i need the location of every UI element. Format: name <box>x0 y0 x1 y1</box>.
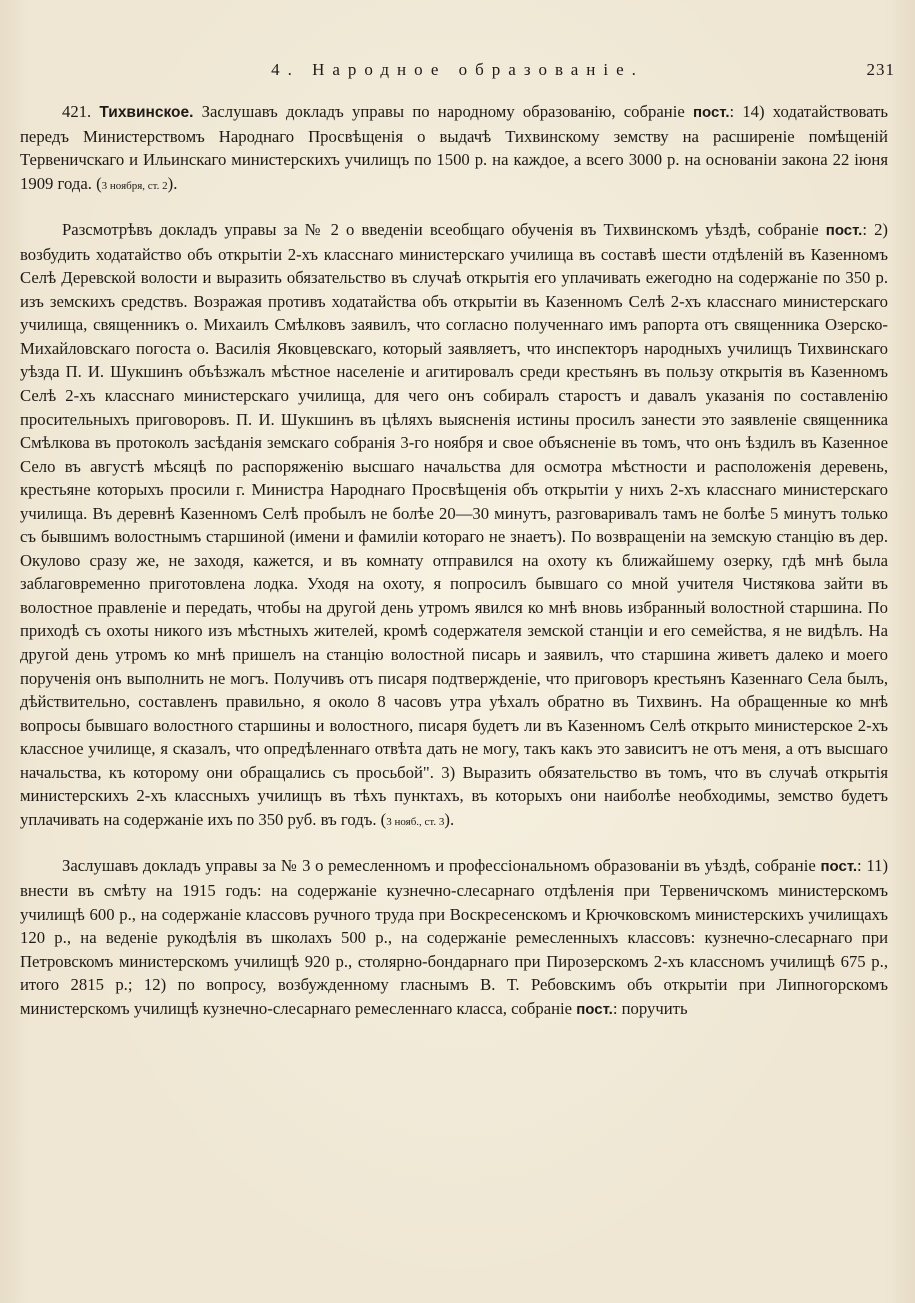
paragraph <box>20 218 888 834</box>
resolution-abbrev: пост. <box>692 104 730 121</box>
resolution-abbrev: пост. <box>576 1000 613 1018</box>
session-reference: 3 нояб., ст. 3 <box>386 815 445 828</box>
paragraph <box>20 854 888 1021</box>
paragraph-text: Заслушавъ докладъ управы за № 3 о ремесленномъ и профессіональномъ образованіи въ уѣздѣ, собраніе <box>62 856 821 876</box>
page-number: 231 <box>866 60 895 79</box>
resolution-abbrev: пост. <box>825 222 863 240</box>
paragraph-text: : 14) ходатайствовать передъ Министерствомъ Народнаго Просвѣщенія о выдачѣ Тихвинскому земству на расширеніе помѣщеній Тервеничскаго и Ильинскаго министерскихъ училищъ по 1500 р. на каждое, а всего 3000 р. на основаніи закона 22 іюня 1909 года. ( <box>20 102 888 193</box>
paragraph-text: Разсмотрѣвъ докладъ управы за № 2 о введеніи всеобщаго обученія въ Тихвинскомъ уѣздѣ, собраніе <box>62 220 826 240</box>
document-body <box>20 100 888 1021</box>
item-number: 421. <box>62 102 100 121</box>
paragraph-text: ). <box>444 809 455 829</box>
page-header <box>20 60 895 90</box>
paragraph <box>20 100 888 198</box>
district-heading: Тихвинское. <box>99 104 194 121</box>
session-reference: 3 ноября, ст. 2 <box>101 179 168 192</box>
running-title: 4. Народное образованіе. <box>271 60 644 79</box>
paragraph-text: : 11) внести въ смѣту на 1915 годъ: на содержаніе кузнечно-слесарнаго отдѣленія при Тервеничскомъ министерскомъ училищѣ 600 р., на содержаніе классовъ ручного труда при Воскресенскомъ и Крючковскомъ министерскихъ училищахъ 120 р., на веденіе рукодѣлія въ школахъ 500 р., на содержаніе ремесленныхъ классовъ: кузнечно-слесарнаго при Петровскомъ министерскомъ училищѣ 920 р., столярно-бондарнаго при Пирозерскомъ 2-хъ классномъ училищѣ 675 р., итого 2815 р.; 12) по вопросу, возбужденному гласнымъ В. Т. Ребовскимъ объ открытіи при Липногорскомъ министерскомъ училищѣ кузнечно-слесарнаго ремесленнаго класса, собраніе <box>20 856 888 1018</box>
paragraph-text: : поручить <box>612 998 688 1018</box>
resolution-abbrev: пост. <box>820 858 858 876</box>
paragraph-text: : 2) возбудить ходатайство объ открытіи 2-хъ класснаго министерскаго училища въ составѣ шести отдѣленій въ Казенномъ Селѣ Деревской волости и выразить обязательство въ случаѣ открытія его уплачивать ежегодно на содержаніе по 350 р. изъ земскихъ средствъ. Возражая противъ ходатайства объ открытіи въ Казенномъ Селѣ 2-хъ класснаго министерскаго училища, священникъ о. Михаилъ Смѣлковъ заявилъ, что согласно полученнаго имъ рапорта отъ священника Озерско-Михайловскаго погоста о. Василія Яковцевскаго, который заявляетъ, что инспекторъ народныхъ училищъ Тихвинскаго уѣзда П. И. Шукшинъ объѣзжалъ мѣстное населеніе и агитировалъ среди крестьянъ въ пользу открытія въ Казенномъ Селѣ 2-хъ класснаго министерскаго училища, для чего онъ собиралъ старостъ и давалъ указанія по составленію просительныхъ приговоровъ. П. И. Шукшинъ въ цѣляхъ выясненія истины просилъ занести это заявленіе священника Смѣлкова въ протоколъ засѣданія земскаго собранія 3-го ноября и свое объясненіе въ томъ, что онъ ѣздилъ въ Казенное Село въ августѣ мѣсяцѣ по распоряженію высшаго начальства для осмотра мѣстности и расположенія деревень, крестьяне которыхъ просили г. Министра Народнаго Просвѣщенія объ открытіи у нихъ 2-хъ класснаго министерскаго училища. Въ деревнѣ Казенномъ Селѣ пробылъ не болѣе 20—30 минутъ, разговаривалъ тамъ не болѣе 5 минутъ только съ бывшимъ волостнымъ старшиной (имени и фамиліи котораго не знаетъ). По возвращеніи на земскую станцію въ дер. Окулово сразу же, не заходя, кажется, и въ комнату отправился на охоту къ ближайшему озерку, гдѣ мнѣ была заблаговременно приготовлена лодка. Уходя на охоту, я попросилъ бывшаго со мной учителя Чистякова зайти въ волостное правленіе и передать, чтобы на другой день утромъ явился ко мнѣ вновь избранный волостной старшина. По приходѣ съ охоты никого изъ мѣстныхъ жителей, кромѣ содержателя земской станціи и его семейства, я не видѣлъ. На другой день утромъ ко мнѣ пришелъ на станцію волостной писарь и заявилъ, что старшина живетъ далеко и моего порученія онъ выполнить не могъ. Получивъ отъ писаря подтвержденіе, что приговоръ крестьянъ Казеннаго Села былъ, дѣйствительно, составленъ правильно, я около 8 часовъ утра уѣхалъ обратно въ Тихвинъ. На обращенные ко мнѣ вопросы бывшаго волостного старшины и волостного, писаря будетъ ли въ Казенномъ Селѣ открыто министерское 2-хъ классное училище, я сказалъ, что опредѣленнаго отвѣта дать не могу, такъ какъ это зависитъ не отъ меня, а отъ высшаго начальства, къ которому они обращались съ просьбой". 3) Выразить обязательство въ томъ, что въ случаѣ открытія министерскихъ 2-хъ классныхъ училищъ въ тѣхъ пунктахъ, въ которыхъ они наиболѣе необходимы, земство будетъ уплачивать на содержаніе ихъ по 350 руб. въ годъ. ( <box>20 220 888 829</box>
paragraph-text: Заслушавъ докладъ управы по народному образованію, собраніе <box>193 102 693 121</box>
paragraph-text: ). <box>167 173 178 193</box>
